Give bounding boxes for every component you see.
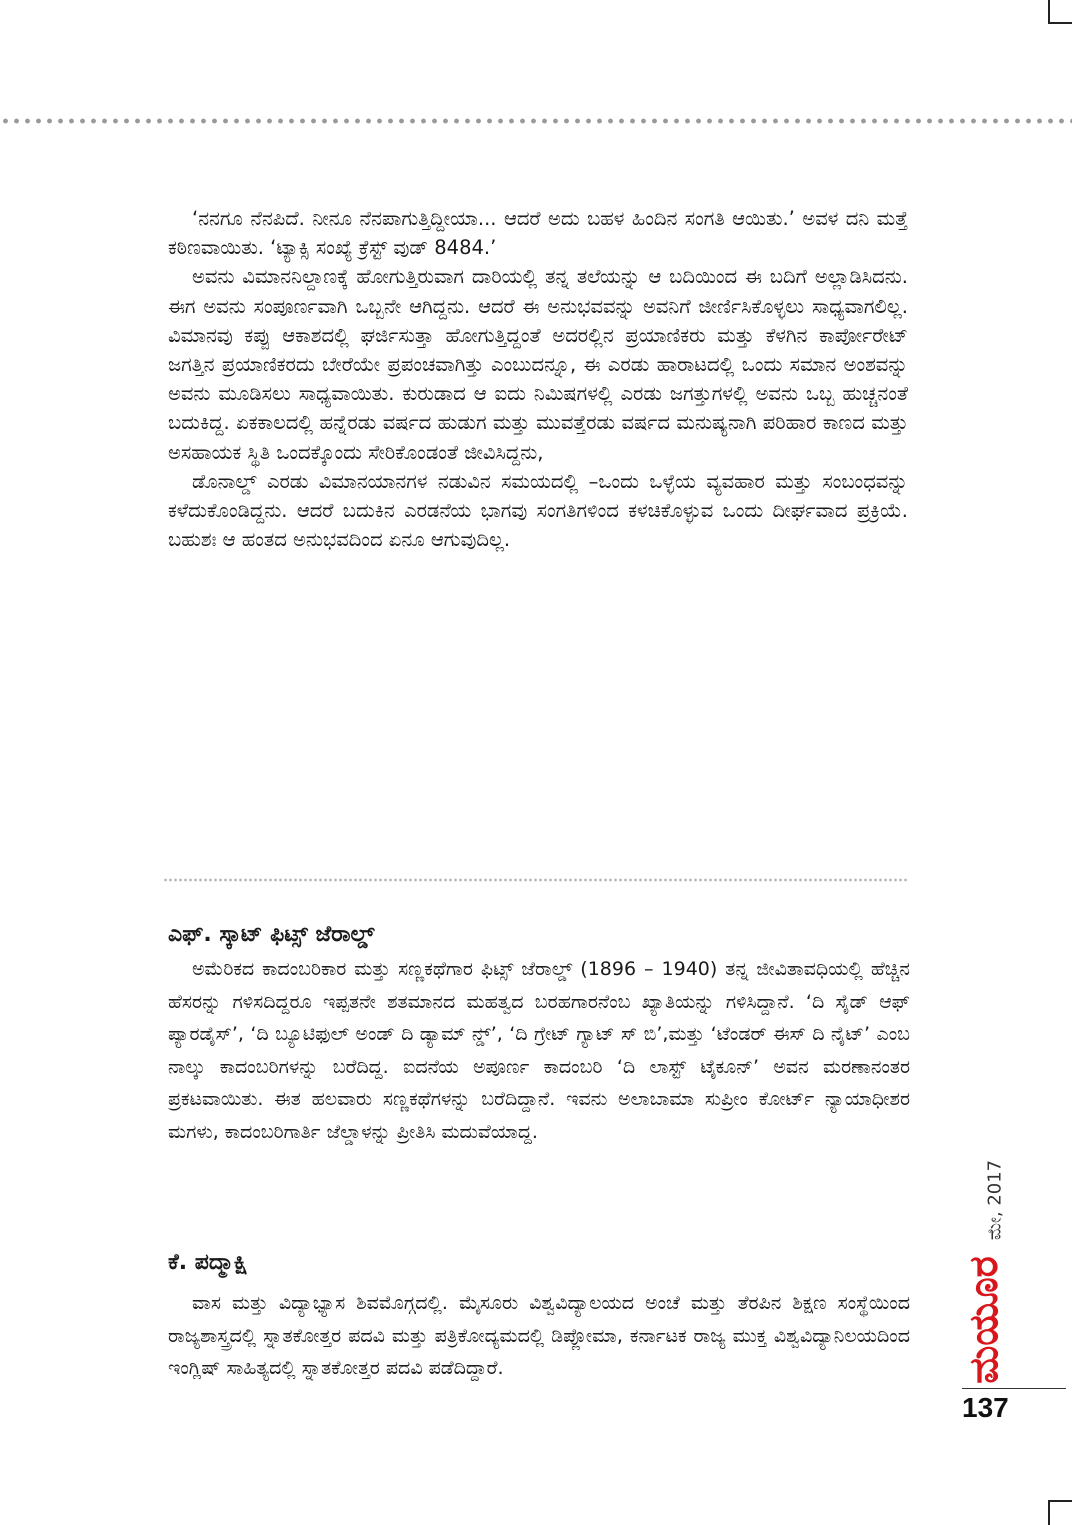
issue-date: ಮೇ, 2017 bbox=[984, 1159, 1006, 1241]
translator-bio-heading: ಕೆ. ಪದ್ಮಾಕ್ಷಿ bbox=[168, 1250, 248, 1275]
magazine-masthead bbox=[944, 1120, 1014, 1388]
crop-mark-top-right bbox=[1048, 22, 1072, 24]
crop-mark-top-right bbox=[1048, 0, 1050, 24]
crop-mark-bottom-right bbox=[1048, 1500, 1072, 1502]
page-number: 137 bbox=[962, 1392, 1009, 1423]
story-paragraph: ‘ನನಗೂ ನೆನಪಿದೆ. ನೀನೂ ನೆನಪಾಗುತ್ತಿದ್ದೀಯಾ... ಆದರೆ ಅದು ಬಹಳ ಹಿಂದಿನ ಸಂಗತಿ ಆಯಿತು.’ ಅವಳ ದನಿ ಮತ್ತೆ ಕಠಿಣವಾಯಿತು. ‘ಟ್ಯಾಕ್ಸಿ ಸಂಖ್ಯೆ ಕ್ರೆಸ್ಟ್ ವುಡ್ 8484.’ bbox=[168, 207, 908, 260]
story-body bbox=[168, 204, 908, 554]
magazine-logo: ಮಯೂರ bbox=[961, 1256, 1007, 1384]
author-bio-heading: ಎಫ್. ಸ್ಕಾಟ್ ಫಿಟ್ಸ್ ಜೆರಾಲ್ಡ್ bbox=[168, 922, 375, 947]
story-paragraph: ಡೊನಾಲ್ಡ್ ಎರಡು ವಿಮಾನಯಾನಗಳ ನಡುವಿನ ಸಮಯದಲ್ಲಿ –ಒಂದು ಒಳ್ಳೆಯ ವ್ಯವಹಾರ ಮತ್ತು ಸಂಬಂಧವನ್ನು ಕಳೆದುಕೊಂಡಿದ್ದನು. ಆದರೆ ಬದುಕಿನ ಎರಡನೆಯ ಭಾಗವು ಸಂಗತಿಗಳಿಂದ ಕಳಚಿಕೊಳ್ಳುವ ಒಂದು ದೀರ್ಘವಾದ ಪ್ರಕ್ರಿಯೆ. ಬಹುಶಃ ಆ ಹಂತದ ಅನುಭವದಿಂದ ಏನೂ ಆಗುವುದಿಲ್ಲ. bbox=[168, 469, 908, 552]
translator-bio-text: ವಾಸ ಮತ್ತು ವಿದ್ಯಾಭ್ಯಾಸ ಶಿವಮೊಗ್ಗದಲ್ಲಿ. ಮೈಸೂರು ವಿಶ್ವವಿದ್ಯಾಲಯದ ಅಂಚೆ ಮತ್ತು ತೆರಪಿನ ಶಿಕ್ಷಣ ಸಂಸ್ಥೆಯಿಂದ ರಾಜ್ಯಶಾಸ್ತ್ರದಲ್ಲಿ ಸ್ನಾತಕೋತ್ತರ ಪದವಿ ಮತ್ತು ಪತ್ರಿಕೋದ್ಯಮದಲ್ಲಿ ಡಿಪ್ಲೋಮಾ, ಕರ್ನಾಟಕ ರಾಜ್ಯ ಮುಕ್ತ ವಿಶ್ವವಿದ್ಯಾನಿಲಯದಿಂದ ಇಂಗ್ಲಿಷ್ ಸಾಹಿತ್ಯದಲ್ಲಿ ಸ್ನಾತಕೋತ್ತರ ಪದವಿ ಪಡೆದಿದ್ದಾರೆ. bbox=[168, 1292, 910, 1379]
crop-mark-bottom-right bbox=[1048, 1500, 1050, 1525]
dotted-separator-top bbox=[0, 118, 1072, 124]
folio-rule bbox=[962, 1388, 1066, 1389]
author-bio-text: ಅಮೆರಿಕದ ಕಾದಂಬರಿಕಾರ ಮತ್ತು ಸಣ್ಣಕಥೆಗಾರ ಫಿಟ್ಸ್ ಜೆರಾಲ್ಡ್ (1896 – 1940) ತನ್ನ ಜೀವಿತಾವಧಿಯಲ್ಲಿ ಹೆಚ್ಚಿನ ಹೆಸರನ್ನು ಗಳಿಸದಿದ್ದರೂ ಇಪ್ಪತನೇ ಶತಮಾನದ ಮಹತ್ವದ ಬರಹಗಾರನೆಂಬ ಖ್ಯಾತಿಯನ್ನು ಗಳಿಸಿದ್ದಾನೆ. ‘ದಿ ಸೈಡ್ ಆಫ್ ಪ್ಯಾರಡೈಸ್’, ‘ದಿ ಬ್ಯೂಟಿಫುಲ್ ಅಂಡ್ ದಿ ಡ್ಯಾಮ್ ನ್ಡ್’, ‘ದಿ ಗ್ರೇಟ್ ಗ್ಯಾಟ್ ಸ್ ಬಿ’,ಮತ್ತು ‘ಟೆಂಡರ್ ಈಸ್ ದಿ ನೈಟ್’ ಎಂಬ ನಾಲ್ಕು ಕಾದಂಬರಿಗಳನ್ನು ಬರೆದಿದ್ದ. ಐದನೆಯ ಅಪೂರ್ಣ ಕಾದಂಬರಿ ‘ದಿ ಲಾಸ್ಟ್ ಟೈಕೂನ್’ ಅವನ ಮರಣಾನಂತರ ಪ್ರಕಟವಾಯಿತು. ಈತ ಹಲವಾರು ಸಣ್ಣಕಥೆಗಳನ್ನು ಬರೆದಿದ್ದಾನೆ. ಇವನು ಅಲಾಬಾಮಾ ಸುಪ್ರೀಂ ಕೋರ್ಟ್ ನ್ಯಾಯಾಧೀಶರ ಮಗಳು, ಕಾದಂಬರಿಗಾರ್ತಿ ಜೆಲ್ಡಾಳನ್ನು ಪ್ರೀತಿಸಿ ಮದುವೆಯಾದ್ದ. bbox=[168, 958, 910, 1143]
dotted-separator-middle bbox=[163, 878, 908, 882]
story-paragraph: ಅವನು ವಿಮಾನನಿಲ್ದಾಣಕ್ಕೆ ಹೋಗುತ್ತಿರುವಾಗ ದಾರಿಯಲ್ಲಿ ತನ್ನ ತಲೆಯನ್ನು ಆ ಬದಿಯಿಂದ ಈ ಬದಿಗೆ ಅಲ್ಲಾಡಿಸಿದನು. ಈಗ ಅವನು ಸಂಪೂರ್ಣವಾಗಿ ಒಬ್ಬನೇ ಆಗಿದ್ದನು. ಆದರೆ ಈ ಅನುಭವವನ್ನು ಅವನಿಗೆ ಜೀರ್ಣಿಸಿಕೊಳ್ಳಲು ಸಾಧ್ಯವಾಗಲಿಲ್ಲ. ವಿಮಾನವು ಕಪ್ಪು ಆಕಾಶದಲ್ಲಿ ಘರ್ಜಿಸುತ್ತಾ ಹೋಗುತ್ತಿದ್ದಂತೆ ಅದರಲ್ಲಿನ ಪ್ರಯಾಣಿಕರು ಮತ್ತು ಕೆಳಗಿನ ಕಾರ್ಪೋರೇಟ್ ಜಗತ್ತಿನ ಪ್ರಯಾಣಿಕರದು ಬೇರೆಯೇ ಪ್ರಪಂಚವಾಗಿತ್ತು ಎಂಬುದನ್ನೂ, ಈ ಎರಡು ಹಾರಾಟದಲ್ಲಿ ಒಂದು ಸಮಾನ ಅಂಶವನ್ನು ಅವನು ಮೂಡಿಸಲು ಸಾಧ್ಯವಾಯಿತು. ಕುರುಡಾದ ಆ ಐದು ನಿಮಿಷಗಳಲ್ಲಿ ಎರಡು ಜಗತ್ತುಗಳಲ್ಲಿ ಅವನು ಒಬ್ಬ ಹುಚ್ಚನಂತೆ ಬದುಕಿದ್ದ. ಏಕಕಾಲದಲ್ಲಿ ಹನ್ನೆರಡು ವರ್ಷದ ಹುಡುಗ ಮತ್ತು ಮುವತ್ತೆರಡು ವರ್ಷದ ಮನುಷ್ಯನಾಗಿ ಪರಿಹಾರ ಕಾಣದ ಮತ್ತು ಅಸಹಾಯಕ ಸ್ಥಿತಿ ಒಂದಕ್ಕೊಂದು ಸೇರಿಕೊಂಡಂತೆ ಜೀವಿಸಿದ್ದನು, bbox=[168, 265, 908, 464]
